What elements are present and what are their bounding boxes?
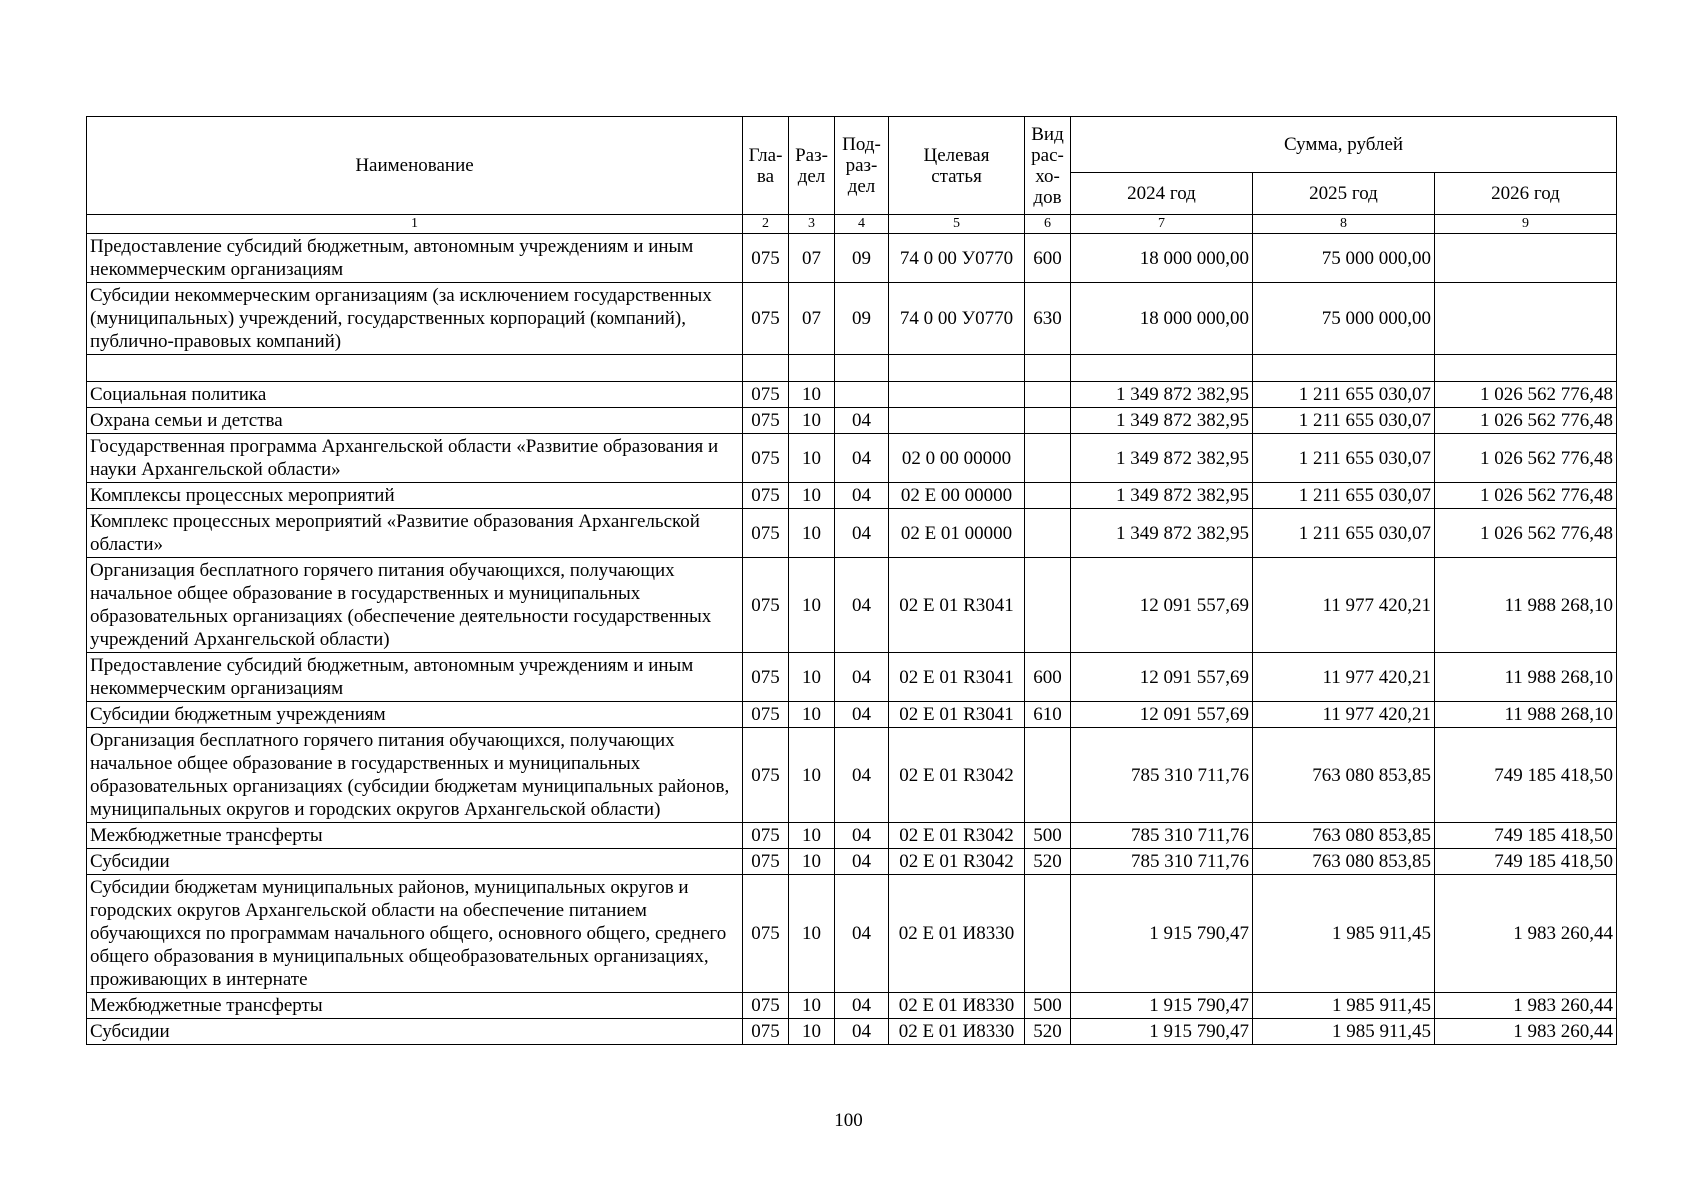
row-amount-2024: 1 915 790,47 xyxy=(1071,875,1253,993)
row-amount-2025: 75 000 000,00 xyxy=(1253,283,1435,355)
row-name: Межбюджетные трансферты xyxy=(87,823,743,849)
table-row xyxy=(87,234,1617,283)
table-row xyxy=(87,283,1617,355)
row-amount-2025: 11 977 420,21 xyxy=(1253,558,1435,653)
row-vid: 520 xyxy=(1025,849,1071,875)
col-number: 1 xyxy=(87,215,743,234)
row-amount-2024: 1 349 872 382,95 xyxy=(1071,434,1253,483)
row-name: Охрана семьи и детства xyxy=(87,408,743,434)
row-amount-2024: 18 000 000,00 xyxy=(1071,283,1253,355)
row-vid: 630 xyxy=(1025,283,1071,355)
row-podrazdel: 04 xyxy=(835,875,889,993)
row-amount-2026: 749 185 418,50 xyxy=(1435,849,1617,875)
row-razdel: 10 xyxy=(789,434,835,483)
table-row xyxy=(87,849,1617,875)
row-podrazdel xyxy=(835,355,889,382)
row-amount-2026: 749 185 418,50 xyxy=(1435,823,1617,849)
row-vid xyxy=(1025,355,1071,382)
row-vid xyxy=(1025,728,1071,823)
row-amount-2026: 1 026 562 776,48 xyxy=(1435,408,1617,434)
row-name: Предоставление субсидий бюджетным, автономным учреждениям и иным некоммерческим организациям xyxy=(87,234,743,283)
row-target: 74 0 00 У0770 xyxy=(889,234,1025,283)
page-number: 100 xyxy=(834,1110,863,1131)
row-podrazdel: 04 xyxy=(835,509,889,558)
row-podrazdel: 04 xyxy=(835,558,889,653)
row-name: Организация бесплатного горячего питания обучающихся, получающих начальное общее образование в государственных и муниципальных образовательных организациях (обеспечение деятельности государственных учреждений Архангельской области) xyxy=(87,558,743,653)
row-glava: 075 xyxy=(743,408,789,434)
row-amount-2025: 763 080 853,85 xyxy=(1253,849,1435,875)
row-razdel: 10 xyxy=(789,558,835,653)
row-glava: 075 xyxy=(743,823,789,849)
header-year-2026: 2026 год xyxy=(1435,173,1617,215)
col-number: 7 xyxy=(1071,215,1253,234)
row-amount-2026: 1 026 562 776,48 xyxy=(1435,382,1617,408)
row-vid xyxy=(1025,483,1071,509)
row-amount-2025: 1 985 911,45 xyxy=(1253,1019,1435,1045)
row-target: 02 0 00 00000 xyxy=(889,434,1025,483)
col-number: 2 xyxy=(743,215,789,234)
row-podrazdel: 04 xyxy=(835,728,889,823)
row-razdel: 10 xyxy=(789,408,835,434)
row-amount-2025: 1 211 655 030,07 xyxy=(1253,483,1435,509)
row-amount-2025: 763 080 853,85 xyxy=(1253,823,1435,849)
col-number: 9 xyxy=(1435,215,1617,234)
header-vid: Вид рас- хо- дов xyxy=(1025,117,1071,215)
table-row xyxy=(87,823,1617,849)
row-razdel: 10 xyxy=(789,1019,835,1045)
header-razdel: Раз- дел xyxy=(789,117,835,215)
table-row xyxy=(87,355,1617,382)
row-vid xyxy=(1025,382,1071,408)
row-name: Субсидии некоммерческим организациям (за исключением государственных (муниципальных) учреждений, государственных корпораций (компаний), публично-правовых компаний) xyxy=(87,283,743,355)
row-podrazdel: 09 xyxy=(835,283,889,355)
table-row xyxy=(87,875,1617,993)
row-amount-2024: 785 310 711,76 xyxy=(1071,849,1253,875)
row-razdel: 10 xyxy=(789,702,835,728)
row-podrazdel: 04 xyxy=(835,993,889,1019)
header-target: Целевая статья xyxy=(889,117,1025,215)
row-target: 02 Е 01 И8330 xyxy=(889,875,1025,993)
header-row-top xyxy=(87,117,1617,173)
row-podrazdel: 04 xyxy=(835,702,889,728)
row-target: 74 0 00 У0770 xyxy=(889,283,1025,355)
row-name: Субсидии xyxy=(87,1019,743,1045)
row-vid: 500 xyxy=(1025,823,1071,849)
col-number: 5 xyxy=(889,215,1025,234)
row-razdel: 07 xyxy=(789,283,835,355)
row-amount-2026: 749 185 418,50 xyxy=(1435,728,1617,823)
row-glava: 075 xyxy=(743,1019,789,1045)
row-amount-2025: 1 211 655 030,07 xyxy=(1253,382,1435,408)
row-vid: 520 xyxy=(1025,1019,1071,1045)
row-vid xyxy=(1025,408,1071,434)
row-glava: 075 xyxy=(743,653,789,702)
row-target: 02 Е 00 00000 xyxy=(889,483,1025,509)
row-podrazdel: 04 xyxy=(835,434,889,483)
row-glava: 075 xyxy=(743,382,789,408)
row-amount-2025: 1 211 655 030,07 xyxy=(1253,408,1435,434)
row-glava: 075 xyxy=(743,483,789,509)
table-row xyxy=(87,509,1617,558)
row-amount-2024: 1 349 872 382,95 xyxy=(1071,408,1253,434)
col-number: 8 xyxy=(1253,215,1435,234)
row-target: 02 Е 01 R3041 xyxy=(889,558,1025,653)
row-razdel: 10 xyxy=(789,993,835,1019)
row-amount-2025: 11 977 420,21 xyxy=(1253,653,1435,702)
row-podrazdel xyxy=(835,382,889,408)
row-amount-2024: 1 349 872 382,95 xyxy=(1071,382,1253,408)
row-name: Субсидии бюджетам муниципальных районов, муниципальных округов и городских округов Архангельской области на обеспечение питанием обучающихся по программам начального общего, основного общего, среднего общего образования в муниципальных общеобразовательных организациях, проживающих в интернате xyxy=(87,875,743,993)
row-name: Субсидии бюджетным учреждениям xyxy=(87,702,743,728)
header-name: Наименование xyxy=(87,117,743,215)
row-vid xyxy=(1025,434,1071,483)
table-body xyxy=(87,234,1617,1045)
row-amount-2024: 12 091 557,69 xyxy=(1071,653,1253,702)
row-razdel: 10 xyxy=(789,653,835,702)
row-amount-2026: 1 026 562 776,48 xyxy=(1435,483,1617,509)
header-year-2025: 2025 год xyxy=(1253,173,1435,215)
row-amount-2026: 1 026 562 776,48 xyxy=(1435,434,1617,483)
table-row xyxy=(87,1019,1617,1045)
table-row xyxy=(87,702,1617,728)
row-name: Социальная политика xyxy=(87,382,743,408)
row-glava xyxy=(743,355,789,382)
table-row xyxy=(87,728,1617,823)
column-number-row xyxy=(87,215,1617,234)
table-row xyxy=(87,483,1617,509)
row-razdel: 10 xyxy=(789,849,835,875)
row-name: Государственная программа Архангельской области «Развитие образования и науки Архангельской области» xyxy=(87,434,743,483)
row-amount-2024: 1 349 872 382,95 xyxy=(1071,509,1253,558)
table-row xyxy=(87,558,1617,653)
row-target: 02 Е 01 И8330 xyxy=(889,1019,1025,1045)
row-amount-2024: 12 091 557,69 xyxy=(1071,702,1253,728)
row-glava: 075 xyxy=(743,509,789,558)
row-amount-2026 xyxy=(1435,234,1617,283)
row-amount-2026 xyxy=(1435,283,1617,355)
row-glava: 075 xyxy=(743,283,789,355)
row-target: 02 Е 01 И8330 xyxy=(889,993,1025,1019)
row-razdel: 10 xyxy=(789,875,835,993)
row-amount-2026 xyxy=(1435,355,1617,382)
row-amount-2025: 1 211 655 030,07 xyxy=(1253,509,1435,558)
row-razdel: 10 xyxy=(789,823,835,849)
table-row xyxy=(87,993,1617,1019)
row-amount-2026: 11 988 268,10 xyxy=(1435,558,1617,653)
row-vid xyxy=(1025,509,1071,558)
row-amount-2025: 763 080 853,85 xyxy=(1253,728,1435,823)
row-podrazdel: 04 xyxy=(835,483,889,509)
row-amount-2025: 75 000 000,00 xyxy=(1253,234,1435,283)
table-row xyxy=(87,653,1617,702)
row-razdel: 07 xyxy=(789,234,835,283)
row-target: 02 Е 01 R3042 xyxy=(889,849,1025,875)
row-target xyxy=(889,408,1025,434)
row-podrazdel: 09 xyxy=(835,234,889,283)
row-amount-2024: 1 915 790,47 xyxy=(1071,1019,1253,1045)
row-vid: 600 xyxy=(1025,234,1071,283)
row-glava: 075 xyxy=(743,728,789,823)
table-row xyxy=(87,408,1617,434)
header-sum: Сумма, рублей xyxy=(1071,117,1617,173)
row-podrazdel: 04 xyxy=(835,1019,889,1045)
row-razdel: 10 xyxy=(789,382,835,408)
row-razdel: 10 xyxy=(789,509,835,558)
budget-table-container xyxy=(86,116,1616,1045)
row-target: 02 Е 01 00000 xyxy=(889,509,1025,558)
row-glava: 075 xyxy=(743,234,789,283)
row-podrazdel: 04 xyxy=(835,823,889,849)
row-podrazdel: 04 xyxy=(835,653,889,702)
col-number: 4 xyxy=(835,215,889,234)
row-amount-2024: 1 349 872 382,95 xyxy=(1071,483,1253,509)
row-vid xyxy=(1025,558,1071,653)
row-amount-2025 xyxy=(1253,355,1435,382)
row-glava: 075 xyxy=(743,702,789,728)
row-podrazdel: 04 xyxy=(835,849,889,875)
row-glava: 075 xyxy=(743,558,789,653)
row-amount-2024: 18 000 000,00 xyxy=(1071,234,1253,283)
row-vid: 610 xyxy=(1025,702,1071,728)
table-row xyxy=(87,382,1617,408)
row-glava: 075 xyxy=(743,434,789,483)
header-podrazdel: Под- раз- дел xyxy=(835,117,889,215)
row-glava: 075 xyxy=(743,875,789,993)
row-amount-2025: 1 211 655 030,07 xyxy=(1253,434,1435,483)
row-name xyxy=(87,355,743,382)
row-target: 02 Е 01 R3041 xyxy=(889,702,1025,728)
row-amount-2026: 11 988 268,10 xyxy=(1435,702,1617,728)
row-amount-2024: 785 310 711,76 xyxy=(1071,728,1253,823)
row-amount-2025: 1 985 911,45 xyxy=(1253,993,1435,1019)
row-name: Межбюджетные трансферты xyxy=(87,993,743,1019)
row-amount-2024: 785 310 711,76 xyxy=(1071,823,1253,849)
row-amount-2024 xyxy=(1071,355,1253,382)
row-amount-2026: 1 983 260,44 xyxy=(1435,993,1617,1019)
table-row xyxy=(87,434,1617,483)
row-vid: 500 xyxy=(1025,993,1071,1019)
budget-table xyxy=(86,116,1617,1045)
row-glava: 075 xyxy=(743,849,789,875)
row-podrazdel: 04 xyxy=(835,408,889,434)
row-razdel: 10 xyxy=(789,728,835,823)
row-amount-2026: 1 983 260,44 xyxy=(1435,875,1617,993)
row-target xyxy=(889,355,1025,382)
row-name: Комплексы процессных мероприятий xyxy=(87,483,743,509)
col-number: 3 xyxy=(789,215,835,234)
row-amount-2024: 1 915 790,47 xyxy=(1071,993,1253,1019)
row-glava: 075 xyxy=(743,993,789,1019)
row-target: 02 Е 01 R3041 xyxy=(889,653,1025,702)
row-amount-2026: 1 026 562 776,48 xyxy=(1435,509,1617,558)
header-year-2024: 2024 год xyxy=(1071,173,1253,215)
row-razdel xyxy=(789,355,835,382)
row-amount-2025: 1 985 911,45 xyxy=(1253,875,1435,993)
row-amount-2026: 11 988 268,10 xyxy=(1435,653,1617,702)
row-vid: 600 xyxy=(1025,653,1071,702)
row-name: Комплекс процессных мероприятий «Развитие образования Архангельской области» xyxy=(87,509,743,558)
header-glava: Гла- ва xyxy=(743,117,789,215)
row-amount-2025: 11 977 420,21 xyxy=(1253,702,1435,728)
row-name: Предоставление субсидий бюджетным, автономным учреждениям и иным некоммерческим организациям xyxy=(87,653,743,702)
row-name: Организация бесплатного горячего питания обучающихся, получающих начальное общее образование в государственных и муниципальных образовательных организациях (субсидии бюджетам муниципальных районов, муниципальных округов и городских округов Архангельской области) xyxy=(87,728,743,823)
row-target xyxy=(889,382,1025,408)
row-amount-2024: 12 091 557,69 xyxy=(1071,558,1253,653)
col-number: 6 xyxy=(1025,215,1071,234)
row-amount-2026: 1 983 260,44 xyxy=(1435,1019,1617,1045)
row-target: 02 Е 01 R3042 xyxy=(889,728,1025,823)
row-name: Субсидии xyxy=(87,849,743,875)
row-target: 02 Е 01 R3042 xyxy=(889,823,1025,849)
row-razdel: 10 xyxy=(789,483,835,509)
row-vid xyxy=(1025,875,1071,993)
